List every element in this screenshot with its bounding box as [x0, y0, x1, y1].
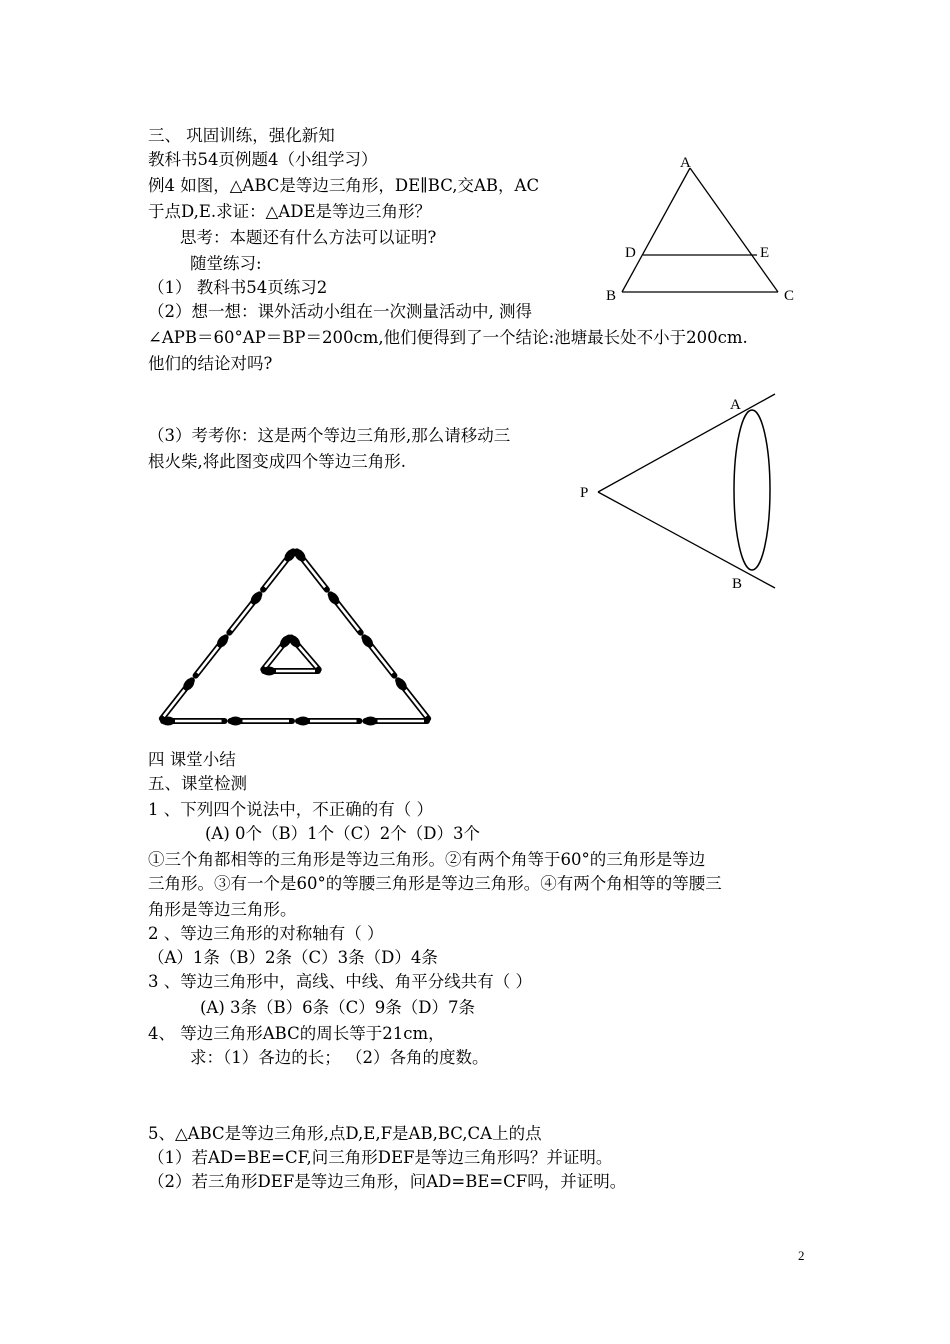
matchstick — [360, 633, 395, 676]
question-5: 5、△ABC是等边三角形,点D,E,F是AB,BC,CA上的点 — [148, 1124, 542, 1143]
side-ac — [690, 168, 778, 292]
matchstick — [229, 717, 293, 726]
practice-2-line-2: ∠APB＝60°AP＝BP＝200cm,他们便得到了一个结论:池塘最长处不小于200cm. — [148, 328, 748, 347]
label-b: B — [606, 288, 617, 304]
ray-pa — [598, 394, 775, 492]
side-ab — [622, 168, 690, 292]
question-3-options: (A) 3条（B）6条（C）9条（D）7条 — [200, 998, 476, 1017]
question-5-part-1: （1）若AD=BE=CF,问三角形DEF是等边三角形吗？并证明。 — [148, 1148, 613, 1167]
matchstick — [364, 717, 428, 726]
section5-heading: 五、课堂检测 — [148, 774, 247, 793]
pond-ellipse — [734, 410, 770, 570]
practice-2-line-3: 他们的结论对吗? — [148, 354, 273, 373]
question-2-options: （A）1条（B）2条（C）3条（D）4条 — [148, 948, 438, 967]
question-4: 4、 等边三角形ABC的周长等于21cm， — [148, 1024, 445, 1043]
page-number: 2 — [798, 1248, 805, 1263]
label-e: E — [760, 245, 770, 261]
question-4-ask: 求：（1）各边的长； （2）各角的度数。 — [190, 1048, 489, 1067]
triangle-abc-figure — [600, 150, 810, 310]
matchstick — [262, 667, 318, 676]
example-line-1: 例4 如图，△ABC是等边三角形，DE∥BC,交AB，AC — [148, 176, 540, 195]
matchstick — [196, 633, 231, 676]
label-p: P — [580, 485, 589, 501]
matchstick — [229, 590, 264, 633]
matchstick — [162, 676, 197, 719]
question-1: 1 、下列四个说法中，不正确的有（ ） — [148, 800, 433, 819]
question-5-part-2: （2）若三角形DEF是等边三角形，问AD=BE=CF吗，并证明。 — [148, 1172, 627, 1191]
question-2: 2 、等边三角形的对称轴有（ ） — [148, 924, 384, 943]
label-c: C — [784, 288, 795, 304]
practice-3-line-2: 根火柴,将此图变成四个等边三角形. — [148, 452, 406, 471]
matchstick — [393, 676, 428, 719]
section4-heading: 四 课堂小结 — [148, 750, 236, 769]
matchstick — [161, 717, 225, 726]
matchstick — [287, 633, 319, 669]
matchstick — [326, 590, 361, 633]
pond-figure — [570, 390, 790, 600]
think-prompt: 思考：本题还有什么方法可以证明? — [180, 228, 437, 247]
example-line-2: 于点D,E.求证：△ADE是等边三角形？ — [148, 202, 432, 221]
question-1-statement-3: 角形是等边三角形。 — [148, 900, 297, 919]
matchstick — [292, 547, 327, 590]
practice-title: 随堂练习: — [190, 254, 262, 273]
matchstick — [296, 717, 360, 726]
label-a: A — [680, 155, 691, 171]
matchstick-figure — [140, 535, 450, 735]
example-reference: 教科书54页例题4（小组学习） — [148, 150, 378, 169]
question-3: 3 、等边三角形中，高线、中线、角平分线共有（ ） — [148, 972, 532, 991]
ray-pb — [598, 492, 775, 588]
label-d: D — [625, 245, 636, 261]
section3-heading: 三、 巩固训练，强化新知 — [148, 126, 335, 145]
practice-2-line-1: （2）想一想：课外活动小组在一次测量活动中, 测得 — [148, 302, 532, 321]
question-1-statement-2: 三角形。③有一个是60°的等腰三角形是等边三角形。④有两个角相等的等腰三 — [148, 874, 722, 893]
practice-3-line-1: （3）考考你：这是两个等边三角形,那么请移动三 — [148, 426, 511, 445]
label-b: B — [732, 576, 743, 592]
matchstick — [263, 547, 298, 590]
question-1-options: (A) 0个（B）1个（C）2个（D）3个 — [205, 824, 481, 843]
label-a: A — [730, 397, 741, 413]
question-1-statement-1: ①三个角都相等的三角形是等边三角形。②有两个角等于60°的三角形是等边 — [148, 850, 706, 869]
practice-1: （1） 教科书54页练习2 — [148, 278, 328, 297]
